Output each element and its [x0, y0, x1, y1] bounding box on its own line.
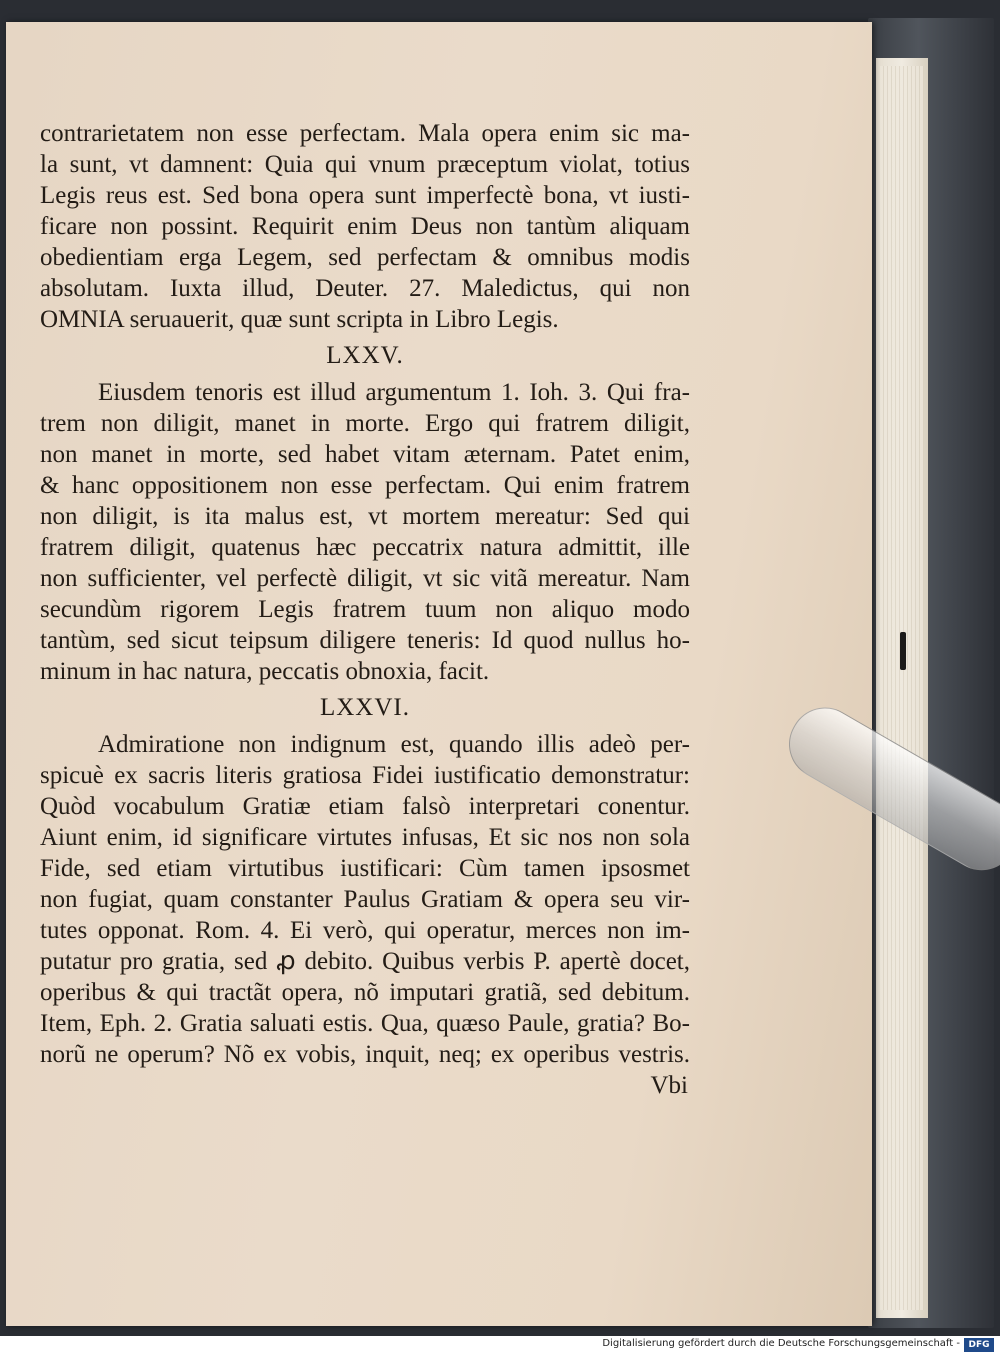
funding-credit: Digitalisierung gefördert durch die Deutsche Forschungsgemeinschaft -: [602, 1338, 960, 1349]
text-line: minum in hac natura, peccatis obnoxia, facit.: [40, 658, 490, 685]
text-line: OMNIA seruauerit, quæ sunt scripta in Libro Legis.: [40, 306, 559, 333]
text-line: trem non diligit, manet in morte. Ergo qui fratrem diligit,: [40, 410, 690, 437]
page-text: [40, 118, 690, 1101]
text-line: la sunt, vt damnent: Quia qui vnum præceptum violat, totius: [40, 151, 690, 178]
page-edge-mark: [900, 632, 906, 670]
text-line: Fide, sed etiam virtutibus iustificari: Cùm tamen ipsosmet: [40, 855, 690, 882]
text-line: Admiratione non indignum est, quando illis adeò per-: [98, 731, 690, 758]
text-line: putatur pro gratia, sed ꝓ debito. Quibus verbis P. apertè docet,: [40, 948, 690, 975]
text-line: Eiusdem tenoris est illud argumentum 1. Ioh. 3. Qui fra-: [98, 379, 690, 406]
text-line: contrarietatem non esse perfectam. Mala opera enim sic ma-: [40, 120, 690, 147]
text-line: tutes opponat. Rom. 4. Ei verò, qui operatur, merces non im-: [40, 917, 690, 944]
text-line: non manet in morte, sed habet vitam æternam. Patet enim,: [40, 441, 690, 468]
text-line: Aiunt enim, id significare virtutes infusas, Et sic nos non sola: [40, 824, 690, 851]
text-line: tantùm, sed sicut teipsum diligere teneris: Id quod nullus ho-: [40, 627, 690, 654]
text-line: secundùm rigorem Legis fratrem tuum non aliquo modo: [40, 596, 690, 623]
dfg-logo: DFG: [964, 1338, 994, 1352]
text-line: & hanc oppositionem non esse perfectam. Qui enim fratrem: [40, 472, 690, 499]
text-line: non sufficienter, vel perfectè diligit, vt sic vitã mereatur. Nam: [40, 565, 690, 592]
text-line: obedientiam erga Legem, sed perfectam & omnibus modis: [40, 244, 690, 271]
text-line: operibus & qui tractãt opera, nõ imputari gratiã, sed debitum.: [40, 979, 690, 1006]
section-heading-75: LXXV.: [326, 342, 404, 369]
catchword: Vbi: [650, 1072, 688, 1099]
footer-bar: [0, 1336, 1000, 1354]
text-line: ficare non possint. Requirit enim Deus non tantùm aliquam: [40, 213, 690, 240]
text-line: fratrem diligit, quatenus hæc peccatrix natura admittit, ille: [40, 534, 690, 561]
text-line: spicuè ex sacris literis gratiosa Fidei iustificatio demonstratur:: [40, 762, 690, 789]
text-line: Item, Eph. 2. Gratia saluati estis. Qua, quæso Paule, gratia? Bo-: [40, 1010, 690, 1037]
text-line: absolutam. Iuxta illud, Deuter. 27. Maledictus, qui non: [40, 275, 690, 302]
text-line: Legis reus est. Sed bona opera sunt imperfectè bona, vt iusti-: [40, 182, 690, 209]
text-line: norũ ne operum? Nõ ex vobis, inquit, neq; ex operibus vestris.: [40, 1041, 690, 1068]
page-edge-stack: [880, 66, 924, 1310]
text-line: non fugiat, quam constanter Paulus Gratiam & opera seu vir-: [40, 886, 690, 913]
section-heading-76: LXXVI.: [319, 694, 410, 721]
text-line: non diligit, is ita malus est, vt mortem mereatur: Sed qui: [40, 503, 690, 530]
text-line: Quòd vocabulum Gratiæ etiam falsò interpretari conentur.: [40, 793, 690, 820]
